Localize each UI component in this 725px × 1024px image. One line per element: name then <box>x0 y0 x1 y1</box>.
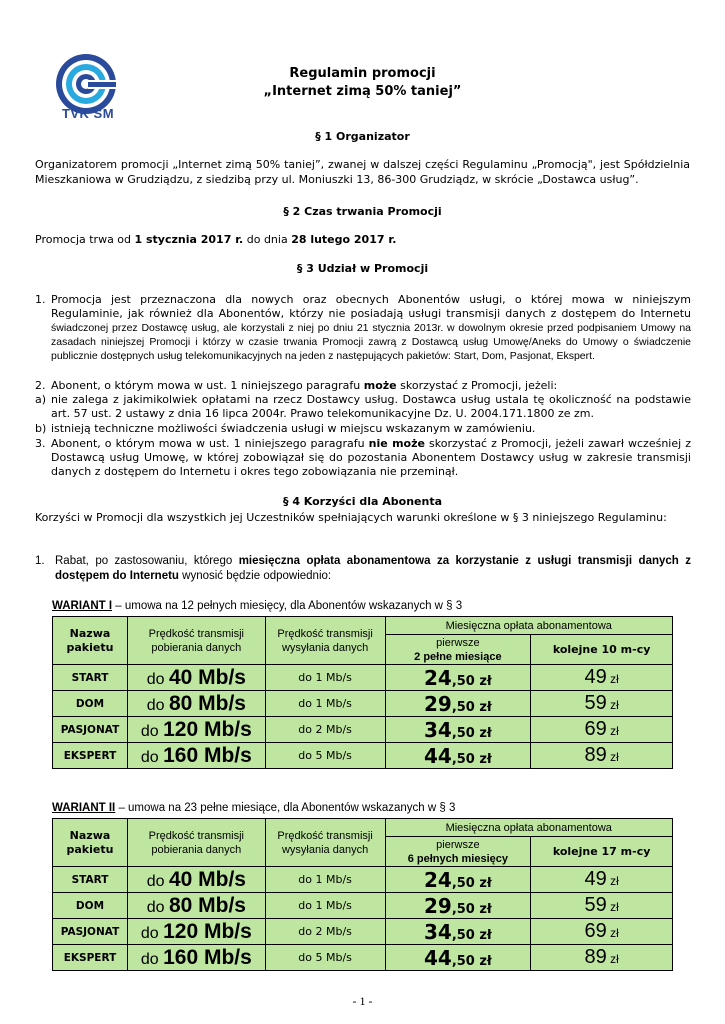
upload-speed: do 2 Mb/s <box>265 919 385 945</box>
regular-price: 89 zł <box>531 945 673 971</box>
package-name: PASJONAT <box>53 717 128 743</box>
header-package-name: Nazwa pakietu <box>53 819 128 867</box>
section-3-point-2b: b) istnieją techniczne możliwości świadczenia usługi w miejscu wskazanym w zamówieniu. <box>35 422 536 435</box>
section-3-point-1: 1. Promocja jest przeznaczona dla nowych oraz obecnych Abonentów usługi, o której mowa w niniejszym Regulaminie, jak również dla Abonentów, którzy nie posiadają usługi transmisji danych z dostępem do Internetu świadczonej przez Dostawcę usług, ale korzystali z niej po dniu 21 stycznia 2013r. w dowolnym okresie przed podpisaniem Umowy na zasadach niniejszej Promocji i którzy w czasie trwania Promocji zawrą z Dostawcą usług Umowę/Aneks do Umowy o świadczenie publicznie dostępnych usług telekomunikacyjnych na jeden z następujących pakietów: Start, Dom, Pasjonat, Ekspert. <box>35 293 691 362</box>
page-number: - 1 - <box>352 994 373 1008</box>
section-4-point-1: 1. Rabat, po zastosowaniu, którego miesięczna opłata abonamentowa za korzystanie z usługi transmisji danych z dostępem do Internetu wynosić będzie odpowiednio: <box>35 555 691 582</box>
upload-speed: do 1 Mb/s <box>265 893 385 919</box>
logo-text: TVK SM <box>61 106 115 121</box>
header-upload-speed: Prędkość transmisji wysyłania danych <box>265 617 385 665</box>
promo-price: 24,50 zł <box>385 867 531 893</box>
regular-price: 49 zł <box>531 665 673 691</box>
regular-price: 59 zł <box>531 893 673 919</box>
download-speed: do 120 Mb/s <box>127 717 265 743</box>
upload-speed: do 2 Mb/s <box>265 717 385 743</box>
document-title: Regulamin promocji <box>289 66 436 81</box>
download-speed: do 40 Mb/s <box>127 867 265 893</box>
promo-price: 34,50 zł <box>385 919 531 945</box>
package-name: EKSPERT <box>53 743 128 769</box>
regular-price: 49 zł <box>531 867 673 893</box>
upload-speed: do 1 Mb/s <box>265 691 385 717</box>
header-monthly-fee: Miesięczna opłata abonamentowa <box>385 617 673 635</box>
table-row <box>53 919 673 945</box>
download-speed: do 160 Mb/s <box>127 945 265 971</box>
header-next-months: kolejne 17 m-cy <box>531 837 673 867</box>
header-first-months: pierwsze 2 pełne miesiące <box>385 635 531 665</box>
table-row <box>53 893 673 919</box>
section-3-point-2: 2. Abonent, o którym mowa w ust. 1 niniejszego paragrafu może skorzystać z Promocji, jeżeli: <box>35 379 558 392</box>
header-download-speed: Prędkość transmisji pobierania danych <box>127 819 265 867</box>
header-next-months: kolejne 10 m-cy <box>531 635 673 665</box>
section-2-text: Promocja trwa od 1 stycznia 2017 r. do dnia 28 lutego 2017 r. <box>35 233 397 246</box>
header-first-months: pierwsze 6 pełnych miesięcy <box>385 837 531 867</box>
table-row <box>53 867 673 893</box>
download-speed: do 80 Mb/s <box>127 691 265 717</box>
upload-speed: do 5 Mb/s <box>265 945 385 971</box>
section-4-heading: § 4 Korzyści dla Abonenta <box>282 495 442 508</box>
promo-price: 34,50 zł <box>385 717 531 743</box>
regular-price: 89 zł <box>531 743 673 769</box>
section-3-heading: § 3 Udział w Promocji <box>296 262 429 275</box>
header-monthly-fee: Miesięczna opłata abonamentowa <box>385 819 673 837</box>
section-3-point-3: 3. Abonent, o którym mowa w ust. 1 niniejszego paragrafu nie może skorzystać z Promocji, jeżeli zawarł wcześniej z Dostawcą usług Umowę, w której zobowiązał się do pozostania Abonentem Dostawcy usług w zakresie transmisji danych z dostępem do Internetu i okres tego zobowiązania nie przeminął. <box>35 437 692 478</box>
section-1-text: Organizatorem promocji „Internet zimą 50% taniej”, zwanej w dalszej części Regulaminu „Promocją", jest Spółdzielnia Mieszkaniowa w Grudziądzu, z siedzibą przy ul. Moniuszki 13, 86-300 Grudziądz, w skrócie „Dostawca usług”. <box>35 158 690 186</box>
download-speed: do 40 Mb/s <box>127 665 265 691</box>
promo-price: 29,50 zł <box>385 691 531 717</box>
promo-price: 44,50 zł <box>385 743 531 769</box>
upload-speed: do 5 Mb/s <box>265 743 385 769</box>
package-name: DOM <box>53 691 128 717</box>
download-speed: do 160 Mb/s <box>127 743 265 769</box>
section-2-heading: § 2 Czas trwania Promocji <box>283 205 442 218</box>
package-name: START <box>53 867 128 893</box>
package-name: EKSPERT <box>53 945 128 971</box>
download-speed: do 120 Mb/s <box>127 919 265 945</box>
section-3-point-2a: a) nie zalega z jakimikolwiek opłatami na rzecz Dostawcy usług. Dostawca usług ustala tę okoliczność na podstawie art. 57 ust. 2 ustawy z dnia 16 lipca 2004r. Prawo telekomunikacyjne Dz. U. 2004.171.1800 ze zm. <box>35 393 691 420</box>
variant-1-price-table <box>52 616 673 769</box>
promo-price: 24,50 zł <box>385 665 531 691</box>
table-row <box>53 691 673 717</box>
package-name: START <box>53 665 128 691</box>
variant-2-price-table <box>52 818 673 971</box>
header-download-speed: Prędkość transmisji pobierania danych <box>127 617 265 665</box>
table-row <box>53 717 673 743</box>
upload-speed: do 1 Mb/s <box>265 867 385 893</box>
upload-speed: do 1 Mb/s <box>265 665 385 691</box>
variant-1-caption: WARIANT I – umowa na 12 pełnych miesięcy, dla Abonentów wskazanych w § 3 <box>52 600 463 612</box>
section-1-heading: § 1 Organizator <box>315 130 410 143</box>
promo-price: 44,50 zł <box>385 945 531 971</box>
section-4-intro: Korzyści w Promocji dla wszystkich jej Uczestników spełniających warunki określone w § 3 niniejszego Regulaminu: <box>35 511 667 524</box>
header-upload-speed: Prędkość transmisji wysyłania danych <box>265 819 385 867</box>
header-package-name: Nazwa pakietu <box>53 617 128 665</box>
variant-2-caption: WARIANT II – umowa na 23 pełne miesiące, dla Abonentów wskazanych w § 3 <box>52 802 456 814</box>
table-row <box>53 665 673 691</box>
table-row <box>53 743 673 769</box>
package-name: PASJONAT <box>53 919 128 945</box>
regular-price: 59 zł <box>531 691 673 717</box>
table-row <box>53 945 673 971</box>
package-name: DOM <box>53 893 128 919</box>
download-speed: do 80 Mb/s <box>127 893 265 919</box>
regular-price: 69 zł <box>531 919 673 945</box>
regular-price: 69 zł <box>531 717 673 743</box>
promo-price: 29,50 zł <box>385 893 531 919</box>
document-subtitle: „Internet zimą 50% taniej” <box>263 84 462 99</box>
